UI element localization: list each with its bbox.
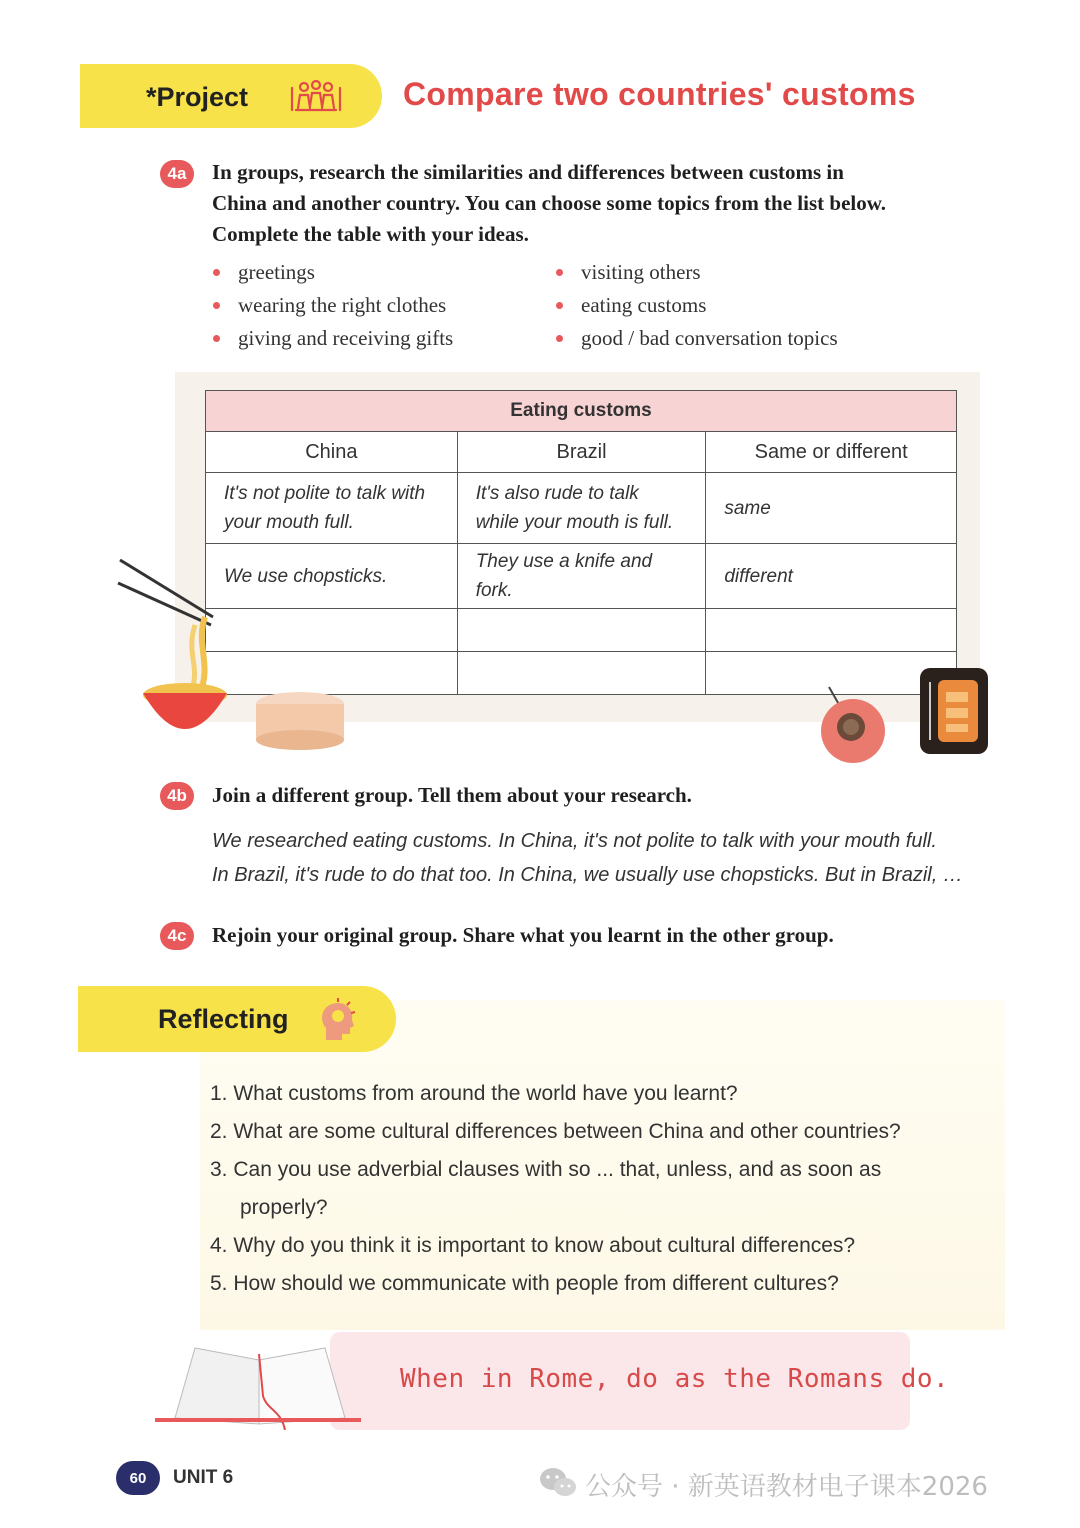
table-cell: It's not polite to talk with your mouth full.: [206, 473, 458, 544]
table-header: Brazil: [457, 432, 706, 473]
list-item: properly?: [240, 1196, 328, 1219]
list-item: greetings: [213, 260, 315, 285]
list-item: visiting others: [556, 260, 701, 285]
table-cell[interactable]: [206, 609, 458, 652]
instruction-4b: Join a different group. Tell them about your research.: [212, 783, 692, 807]
bun-icon: [252, 690, 348, 752]
head-lightbulb-icon: [318, 996, 358, 1042]
list-item: good / bad conversation topics: [556, 326, 838, 351]
bullet-icon: [213, 302, 220, 309]
project-label: *Project: [146, 82, 249, 112]
badge-4c: 4c: [160, 922, 194, 950]
instruction-4a-line3: Complete the table with your ideas.: [212, 222, 529, 246]
table-row: [206, 473, 957, 544]
list-item: 3. Can you use adverbial clauses with so ... that, unless, and as soon as: [210, 1158, 882, 1181]
table-row: [206, 609, 957, 652]
table-cell: They use a knife and fork.: [457, 544, 706, 609]
example-4b-line1: We researched eating customs. In China, it's not polite to talk with your mouth full.: [212, 830, 937, 852]
open-book-icon: [155, 1340, 365, 1440]
reflecting-label: Reflecting: [158, 1004, 289, 1034]
group-people-icon: [288, 78, 344, 114]
bullet-icon: [213, 335, 220, 342]
example-4b-line2: In Brazil, it's rude to do that too. In China, we usually use chopsticks. But in Brazil, …: [212, 864, 963, 886]
table-cell[interactable]: [206, 652, 458, 695]
table-header: China: [206, 432, 458, 473]
bullet-icon: [556, 335, 563, 342]
project-title: Compare two countries' customs: [403, 76, 916, 112]
bullet-icon: [556, 302, 563, 309]
instruction-4a: [212, 157, 886, 250]
instruction-4a-line2: China and another country. You can choose some topics from the list below.: [212, 191, 886, 215]
table-header: Same or different: [706, 432, 957, 473]
table-cell[interactable]: [706, 609, 957, 652]
example-4b: [212, 824, 963, 892]
table-cell: We use chopsticks.: [206, 544, 458, 609]
table-cell: It's also rude to talk while your mouth is full.: [457, 473, 706, 544]
bullet-icon: [213, 269, 220, 276]
page-number: 60: [116, 1461, 160, 1495]
table-cell[interactable]: [457, 652, 706, 695]
list-item: 2. What are some cultural differences between China and other countries?: [210, 1120, 901, 1143]
bullet-icon: [556, 269, 563, 276]
badge-4b: 4b: [160, 782, 194, 810]
table-cell: different: [706, 544, 957, 609]
list-item: 4. Why do you think it is important to know about cultural differences?: [210, 1234, 856, 1257]
proverb: When in Rome, do as the Romans do.: [400, 1364, 950, 1394]
chopsticks-noodles-icon: [115, 555, 235, 735]
badge-4a: 4a: [160, 160, 194, 188]
table-cell[interactable]: [457, 609, 706, 652]
instruction-4a-line1: In groups, research the similarities and differences between customs in: [212, 160, 844, 184]
unit-label: UNIT 6: [173, 1467, 234, 1488]
instruction-4c: Rejoin your original group. Share what you learnt in the other group.: [212, 923, 834, 947]
list-item: 1. What customs from around the world have you learnt?: [210, 1082, 738, 1105]
coconut-drink-icon: [815, 685, 891, 765]
list-item: wearing the right clothes: [213, 293, 446, 318]
customs-table: [205, 390, 957, 695]
wechat-icon: [538, 1466, 578, 1500]
list-item: giving and receiving gifts: [213, 326, 453, 351]
table-cell: same: [706, 473, 957, 544]
table-row: [206, 544, 957, 609]
plate-knife-fork-icon: [918, 666, 990, 756]
table-title: Eating customs: [206, 391, 957, 432]
list-item: 5. How should we communicate with people from different cultures?: [210, 1272, 839, 1295]
list-item: eating customs: [556, 293, 706, 318]
watermark: 公众号 · 新英语教材电子课本2026: [585, 1472, 988, 1502]
